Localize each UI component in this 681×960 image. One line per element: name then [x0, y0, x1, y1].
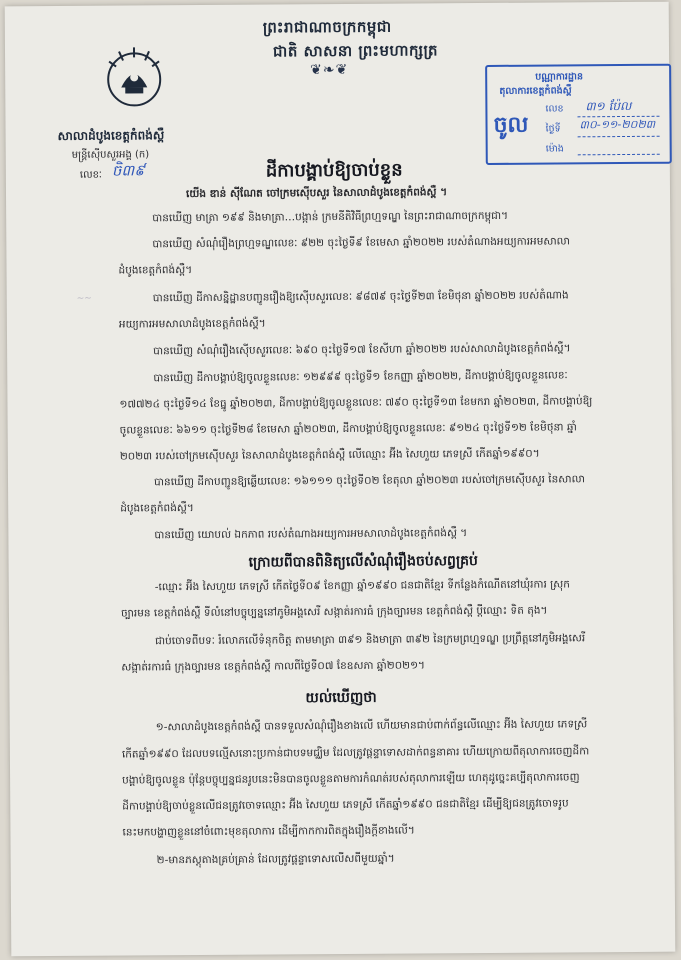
section-heading-review: ក្រោយពីបានពិនិត្យលើសំណុំរឿងចប់សព្វគ្រប់	[248, 553, 478, 571]
facts-line: ច្បារមន ខេត្តកំពង់ស្ពឺ ទីលំនៅបច្ចុប្បន្ននៅភូមិអង្គសេរី សង្កាត់រការធំ ក្រុងច្បារមន ខេត្តកំពង់ស្ពឺ ប្ដីឈ្មោះ ទិត តុង។	[120, 604, 548, 620]
stamp-office: បណ្ណាការដ្ឋាន	[535, 71, 584, 83]
number-label: លេខៈ	[79, 169, 103, 181]
para-line: ដំបូងខេត្តកំពង់ស្ពឺ។	[120, 502, 194, 515]
handwritten-number: ចិ៣៩	[111, 161, 145, 180]
ornament-divider: ❦❧❦	[310, 61, 349, 79]
document-title: ដីកាបង្គាប់ឱ្យចាប់ខ្លួន	[265, 159, 403, 182]
section-heading-findings: យល់ឃើញថា	[305, 689, 377, 707]
court-emblem-icon	[101, 43, 167, 109]
faint-pencil-mark: ~~	[76, 293, 92, 304]
facts-line: សង្កាត់រការធំ ក្រុងច្បារមន ខេត្តកំពង់ស្ពឺ កាលពីថ្ងៃទី០៧ ខែឧសភា ឆ្នាំ២០២១។	[121, 659, 426, 674]
court-name: សាលាដំបូងខេត្តកំពង់ស្ពឺ	[57, 128, 165, 143]
received-stamp	[485, 64, 672, 165]
opening-line: យើង ឌាន់ សុីណែត ចៅក្រមស៊ើបសួរ នៃសាលាដំបូងខេត្តកំពង់ស្ពឺ ។	[185, 186, 448, 201]
stamp-date-label: ថ្ងៃទី	[545, 123, 561, 135]
findings-line: បង្គាប់ឱ្យចូលខ្លួន ប៉ុន្តែបច្ចុប្បន្នជនរូបនេះមិនបានចូលខ្លួនតាមការកំណត់របស់តុលាការឡើយ ហេតុដូច្នេះគប្បីតុលាការចេញ	[122, 771, 580, 787]
stamp-number-label: លេខ	[545, 103, 564, 115]
para-line: បានឃើញ សំណុំរឿងព្រហ្មទណ្ឌលេខៈ ៩២២ ចុះថ្ងៃទី៩ ខែមេសា ឆ្នាំ២០២២ របស់តំណាងអយ្យការអមសាលា	[152, 235, 571, 251]
motto-heading: ជាតិ សាសនា ព្រះមហាក្សត្រ	[272, 41, 439, 61]
para-line: ចូលខ្លួនលេខៈ ៦៦១១ ចុះថ្ងៃទី២៨ ខែមេសា ឆ្នាំ២០២៣, ដីកាបង្គាប់ឱ្យចូលខ្លួនលេខៈ ៩១២៤ ចុះថ្ងៃទី១២ ខែមិថុនា ឆ្នាំ	[119, 421, 577, 437]
stamp-time-label: ម៉ោង	[545, 143, 564, 155]
facts-line: ជាប់ចោទពីបទៈ រំលោភលើទំនុកចិត្ត តាមមាត្រា ៣៩១ និងមាត្រា ៣៩២ នៃក្រមព្រហ្មទណ្ឌ ប្រព្រឹត្តនៅភូមិអង្គសេរី	[155, 632, 586, 648]
facts-line: -ឈ្មោះ អ៊ីង សៃហួយ ភេទស្រី កើតថ្ងៃទី០៩ ខែកញ្ញា ឆ្នាំ១៩៩០ ជនជាតិខ្មែរ ទីកន្លែងកំណើតនៅឃុំរការ ស្រុក	[154, 578, 570, 594]
findings-line: កើតឆ្នាំ១៩៩០ ដែលបទល្មើសនោះប្រកាន់ជាបទមជ្ឈិម ដែលត្រូវផ្ដន្ទាទោសដាក់ពន្ធនាគារ ហើយក្រោយពីតុលាការចេញដីកា	[121, 745, 590, 761]
stamp-number-value: ៣១ ប៉ែល	[585, 98, 632, 114]
para-line: បានឃើញ ដីកាបង្គាប់ឱ្យចូលខ្លួនលេខៈ ១២៩៩៩ ចុះថ្ងៃទី១ ខែកញ្ញា ឆ្នាំ២០២២, ដីកាបង្គាប់ឱ្យចូលខ្លួនលេខៈ	[153, 369, 568, 385]
para-line: បានឃើញ សំណុំរឿងស៊ើបសួរលេខៈ ៦៩០ ចុះថ្ងៃទី១៧ ខែសីហា ឆ្នាំ២០២២ របស់សាលាដំបូងខេត្តកំពង់ស្ពឺ។	[153, 342, 571, 358]
office-name: មន្ត្រីស៊ើបសួរអង្គ (ក)	[71, 149, 150, 161]
stamp-court: តុលាការខេត្តកំពង់ស្ពឺ	[499, 85, 572, 97]
para-line: បានឃើញ ដីកាសន្និដ្ឋានបញ្ជូនរឿងឱ្យស៊ើបសួរលេខៈ ៩៨៧៩ ចុះថ្ងៃទី២៣ ខែមិថុនា ឆ្នាំ២០២២ របស់តំណាង	[152, 289, 569, 305]
findings-line: ១-សាលាដំបូងខេត្តកំពង់ស្ពឺ បានទទួលសំណុំរឿងខាងលើ ហើយមានជាប់ពាក់ព័ន្ធលើឈ្មោះ អ៊ីង សៃហួយ ភេទស្រី	[155, 718, 588, 734]
para-line: អយ្យការអមសាលាដំបូងខេត្តកំពង់ស្ពឺ។	[118, 317, 266, 331]
findings-line: ដីកាបង្គាប់ឱ្យចាប់ខ្លួនលើជនត្រូវចោទឈ្មោះ អ៊ីង សៃហួយ ភេទស្រី កើតឆ្នាំ១៩៩០ ជនជាតិខ្មែរ ដើម្បីឱ្យជនត្រូវចោទរូប	[122, 797, 569, 813]
findings-line: ២-មានភស្តុតាងគ្រប់គ្រាន់ ដែលត្រូវផ្ដន្ទាទោសលើសពីមួយឆ្នាំ។	[156, 852, 395, 867]
para-line: បានឃើញ យោបល់ ឯកភាព របស់តំណាងអយ្យការអមសាលាដំបូងខេត្តកំពង់ស្ពឺ ។	[154, 527, 468, 542]
para-line: បានឃើញ ដីកាបញ្ជូនឱ្យឆ្លើយលេខៈ ១៦១១១ ចុះថ្ងៃទី០២ ខែតុលា ឆ្នាំ២០២៣ របស់ចៅក្រមស៊ើបសួរ នៃសាលា	[153, 473, 585, 489]
document-page	[5, 2, 676, 957]
stamp-in-mark: ចូល	[493, 112, 529, 138]
stamp-date-value: ៣០-១១-២០២៣	[579, 117, 656, 132]
para-line: ២០២៣ របស់ចៅក្រមស៊ើបសួរ នៃសាលាដំបូងខេត្តកំពង់ស្ពឺ លើឈ្មោះ អ៊ីង សៃហួយ ភេទស្រី កើតឆ្នាំ១៩៩០។	[119, 447, 540, 463]
findings-line: នេះមកបង្ហាញខ្លួននៅចំពោះមុខតុលាការ ដើម្បីកាកការពិតក្នុងរឿងក្ដីខាងលើ។	[122, 824, 415, 839]
para-line: ១៧៧២៤ ចុះថ្ងៃទី១៤ ខែធ្នូ ឆ្នាំ២០២៣, ដីកាបង្គាប់ឱ្យចូលខ្លួនលេខៈ ៧៩០ ចុះថ្ងៃទី១៣ ខែមករា ឆ្នាំ២០២៣, ដីកាបង្គាប់ឱ្យ	[119, 395, 593, 411]
para-line: ដំបូងខេត្តកំពង់ស្ពឺ។	[118, 264, 193, 277]
para-line: បានឃើញ មាត្រា ១៩៩ និងមាត្រា…បង្កាន់ ក្រមនីតិវិធីព្រហ្មទណ្ឌ នៃព្រះរាជាណាចក្រកម្ពុជា។	[152, 209, 509, 225]
kingdom-heading: ព្រះរាជាណាចក្រកម្ពុជា	[262, 17, 392, 37]
